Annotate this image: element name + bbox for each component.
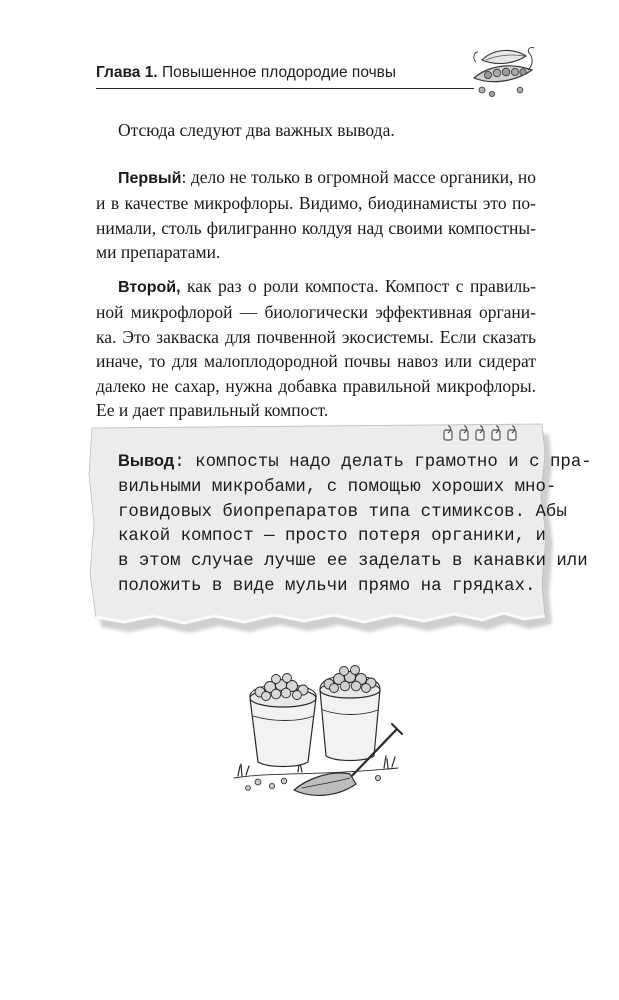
first-point-line: ми препаратами. [96, 242, 221, 263]
second-point-line: далеко не сахар, нужна добавка правильной микрофлоры. [96, 375, 536, 396]
second-point-paragraph [96, 274, 536, 422]
conclusion-line: положить в виде мульчи прямо на грядках. [118, 576, 536, 596]
conclusion-line: в этом случае лучше ее заделать в канавки или [118, 552, 588, 572]
second-point-lead: Второй, [118, 279, 181, 296]
intro-paragraph [96, 118, 536, 142]
conclusion-line: какой компост — просто потеря органики, и [118, 527, 546, 547]
chapter-title: Повышенное плодородие почвы [161, 64, 397, 81]
first-point-paragraph [96, 165, 536, 265]
pea-pod-icon [468, 40, 538, 106]
first-point-line: нимали, столь филигранно колдуя над своими компостны- [96, 217, 536, 238]
compost-buckets-shovel-icon [228, 660, 404, 810]
second-point-line: Ее и дает правильный компост. [96, 400, 329, 421]
spiral-rings-icon [442, 424, 524, 444]
first-point-lead: Первый [118, 170, 182, 187]
second-point-line: ной микрофлорой — биологически эффективная органи- [96, 302, 536, 323]
intro-line: Отсюда следуют два важных вывода. [118, 120, 395, 140]
first-point-line: Первый: дело не только в огромной массе органики, но [118, 167, 536, 187]
second-point-line: ка. Это закваска для почвенной экосистемы. Если сказать [96, 326, 536, 347]
second-point-line: иначе, то для малоплодородной почвы навоз или сидерат [96, 351, 536, 372]
conclusion-lead: Вывод [118, 452, 175, 470]
header-rule [96, 88, 474, 89]
chapter-label: Глава 1. [96, 64, 158, 81]
second-point-line: Второй, как раз о роли компоста. Компост с правиль- [118, 276, 536, 296]
conclusion-note [118, 449, 592, 600]
conclusion-line: Вывод: компосты надо делать грамотно и с пра- [118, 452, 592, 472]
conclusion-line: говидовых биопрепаратов типа стимиксов. Абы [118, 502, 567, 522]
first-point-line: и в качестве микрофлоры. Видимо, биодинамисты это по- [96, 193, 536, 214]
conclusion-line: вильными микробами, с помощью хороших мно- [118, 477, 557, 497]
running-header [96, 58, 496, 88]
